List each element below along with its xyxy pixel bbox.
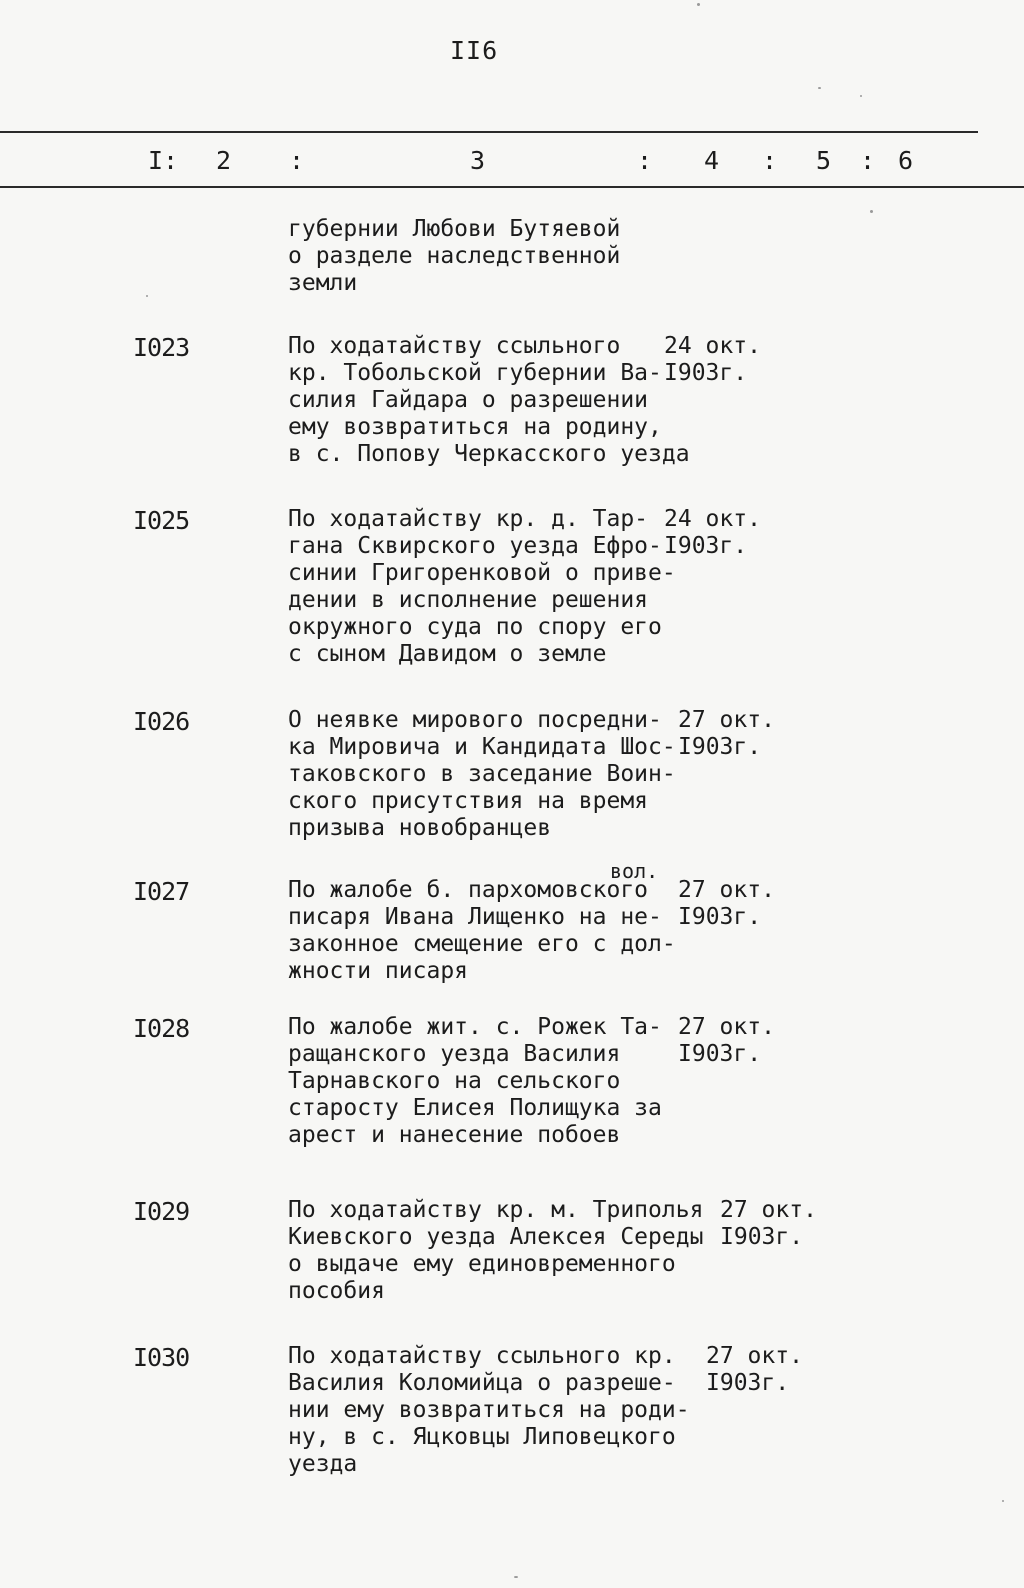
entry-number: I030 [133,1343,190,1372]
description-line: уезда [288,1451,358,1477]
column-header-3: 3 [470,146,486,175]
description-line: силия Гайдара о разрешении [288,387,649,413]
description-line: гана Сквирского уезда Ефро- [288,533,662,559]
column-header-4: 4 [704,146,720,175]
column-separator: : [637,146,653,175]
column-header-1: I: [148,146,179,175]
entry-number: I028 [133,1014,190,1043]
column-header-2: 2 [216,146,232,175]
description-line: Тарнавского на сельского [288,1068,621,1094]
date-line: 27 окт. [678,877,775,903]
date-line: I903г. [678,1041,762,1067]
header-bottom-rule [0,186,1024,188]
description-line: ка Мировича и Кандидата Шос- [288,734,676,760]
scan-speck [818,87,821,89]
description-line: дении в исполнение решения [288,587,649,613]
entry-description [288,877,676,985]
date-line: I903г. [678,904,762,930]
entry-description [288,216,620,297]
date-line: 27 окт. [706,1343,803,1369]
description-line: По ходатайству ссыльного [288,333,621,359]
scan-speck [697,3,700,6]
description-line: о разделе наследственной [288,243,621,269]
scan-speck [1002,1500,1004,1502]
entry-date [678,1014,775,1068]
entry-date [720,1197,817,1251]
date-line: 27 окт. [678,707,775,733]
column-separator: : [762,146,778,175]
date-line: I903г. [720,1224,804,1250]
entry-description [288,707,676,842]
header-top-rule [0,131,978,133]
description-line: ращанского уезда Василия [288,1041,621,1067]
description-line: с сыном Давидом о земле [288,641,607,667]
column-separator: : [289,146,305,175]
description-line: таковского в заседание Воин- [288,761,676,787]
entry-description [288,1197,703,1305]
date-line: I903г. [664,360,748,386]
description-line: кр. Тобольской губернии Ва- [288,360,662,386]
column-header-5: 5 [816,146,832,175]
entry-description [288,1014,662,1149]
entry-number: I025 [133,506,190,535]
entry-number: I023 [133,333,190,362]
description-line: По ходатайству ссыльного кр. [288,1343,676,1369]
description-line: пособия [288,1278,385,1304]
entry-number: I026 [133,707,190,736]
description-line: губернии Любови Бутяевой [288,216,621,242]
description-line: законное смещение его с дол- [288,931,676,957]
description-line: синии Григоренковой о приве- [288,560,676,586]
date-line: 24 окт. [664,506,761,532]
description-line: арест и нанесение побоев [288,1122,621,1148]
description-line: По ходатайству кр. м. Триполья [288,1197,704,1223]
column-separator: : [860,146,876,175]
description-line: Киевского уезда Алексея Середы [288,1224,704,1250]
entry-description [288,1343,690,1478]
description-line: О неявке мирового посредни- [288,707,662,733]
date-line: 24 окт. [664,333,761,359]
description-line: жности писаря [288,958,469,984]
description-line: ну, в с. Яцковцы Липовецкого [288,1424,676,1450]
description-line: земли [288,270,358,296]
scan-speck [514,1576,518,1578]
description-line: ему возвратиться на родину, [288,414,662,440]
entry-description [288,333,690,468]
description-line: старосту Елисея Полищука за [288,1095,662,1121]
description-line: призыва новобранцев [288,815,552,841]
date-line: 27 окт. [678,1014,775,1040]
description-line: По жалобе жит. с. Рожек Та- [288,1014,662,1040]
description-line: окружного суда по спору его [288,614,662,640]
page-number: II6 [450,36,499,65]
date-line: I903г. [664,533,748,559]
entry-number: I027 [133,877,190,906]
description-line: писаря Ивана Лищенко на не- [288,904,662,930]
description-line: По жалобе б. пархомовского [288,877,649,903]
entry-date [678,707,775,761]
description-line: о выдаче ему единовременного [288,1251,676,1277]
entry-number: I029 [133,1197,190,1226]
entry-date [678,877,775,931]
description-line: По ходатайству кр. д. Тар- [288,506,649,532]
entry-date [664,506,761,560]
superscript-insertion: вол. [610,859,659,883]
column-header-6: 6 [898,146,914,175]
description-line: Василия Коломийца о разреше- [288,1370,676,1396]
entry-description [288,506,676,668]
entry-date [664,333,761,387]
description-line: в с. Попову Черкасского уезда [288,441,690,467]
scan-speck [870,210,873,213]
date-line: I903г. [706,1370,790,1396]
date-line: I903г. [678,734,762,760]
description-line: ского присутствия на время [288,788,649,814]
scan-speck [860,95,862,97]
date-line: 27 окт. [720,1197,817,1223]
scan-speck [146,295,148,297]
description-line: нии ему возвратиться на роди- [288,1397,690,1423]
entry-date [706,1343,803,1397]
